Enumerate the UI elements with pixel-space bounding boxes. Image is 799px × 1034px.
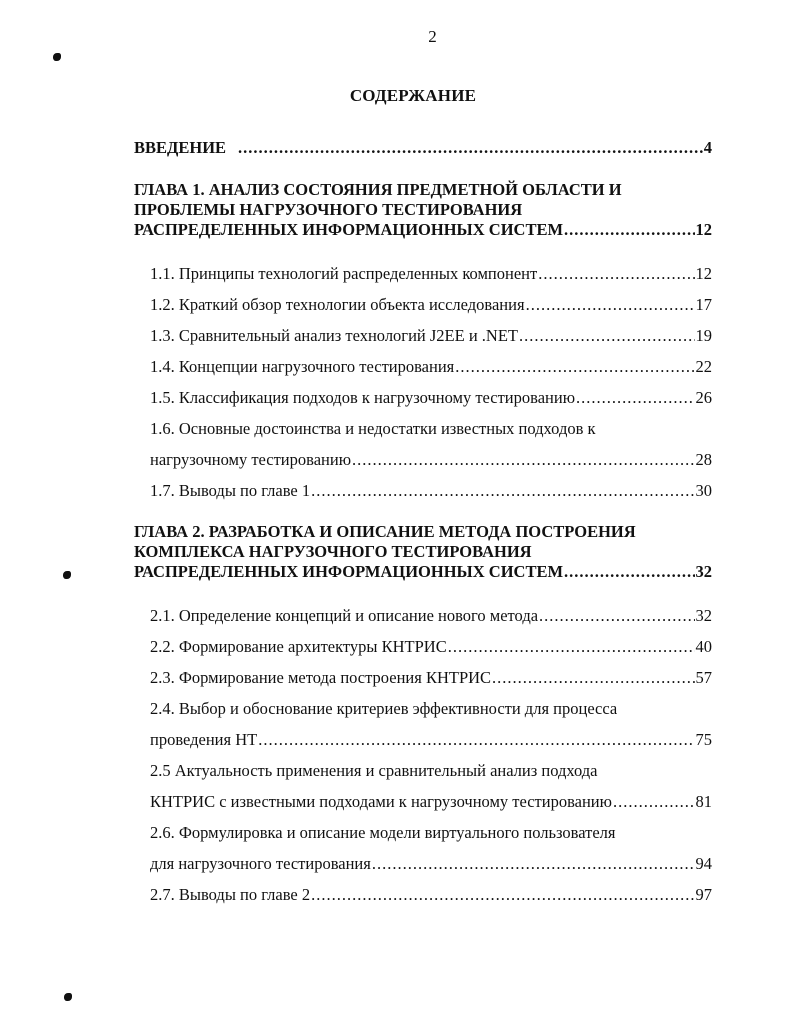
chapter-title-line: ПРОБЛЕМЫ НАГРУЗОЧНОГО ТЕСТИРОВАНИЯ — [134, 200, 523, 219]
toc-page-number: 28 — [695, 450, 712, 469]
toc-entry-title: 1.4. Концепции нагрузочного тестирования — [150, 357, 455, 376]
chapter-title-line: ГЛАВА 2. РАЗРАБОТКА И ОПИСАНИЕ МЕТОДА ПОСТРОЕНИЯ — [134, 522, 636, 541]
toc-page-number: 26 — [695, 388, 712, 407]
toc-page-number: 94 — [695, 854, 712, 873]
toc-entry-section-2-1[interactable] — [150, 606, 712, 626]
toc-page-number: 32 — [695, 606, 712, 625]
toc-entry-section-2-7[interactable] — [150, 885, 712, 905]
leader-dots — [448, 637, 695, 657]
toc-page-number: 75 — [695, 730, 712, 749]
toc-entry-intro[interactable] — [134, 138, 712, 158]
toc-page-number: 4 — [703, 138, 712, 157]
toc-entry-title: 1.2. Краткий обзор технологии объекта исследования — [150, 295, 525, 314]
toc-page-number: 32 — [695, 562, 712, 581]
leader-dots — [311, 885, 694, 905]
toc-entry-chapter-2[interactable] — [134, 522, 712, 582]
toc-page-number: 40 — [695, 637, 712, 656]
leader-dots — [238, 138, 703, 158]
toc-entry-section-1-4[interactable] — [150, 357, 712, 377]
toc-entry-section-1-1[interactable] — [150, 264, 712, 284]
toc-entry-title: проведения НТ — [150, 730, 258, 749]
toc-page-number: 81 — [695, 792, 712, 811]
leader-dots — [564, 562, 694, 582]
toc-entry-title: 1.3. Сравнительный анализ технологий J2EE и .NET — [150, 326, 518, 345]
toc-page-number: 22 — [695, 357, 712, 376]
toc-entry-section-2-5[interactable] — [150, 761, 712, 812]
toc-entry-title: 2.7. Выводы по главе 2 — [150, 885, 311, 904]
leader-dots — [372, 854, 695, 874]
toc-entry-title-line: 2.4. Выбор и обоснование критериев эффективности для процесса — [150, 699, 618, 718]
toc-entry-section-2-3[interactable] — [150, 668, 712, 688]
toc-page-number: 57 — [695, 668, 712, 687]
toc-entry-section-2-6[interactable] — [150, 823, 712, 874]
leader-dots — [613, 792, 695, 812]
toc-entry-section-1-3[interactable] — [150, 326, 712, 346]
chapter-title-line: ГЛАВА 1. АНАЛИЗ СОСТОЯНИЯ ПРЕДМЕТНОЙ ОБЛАСТИ И — [134, 180, 622, 199]
toc-page-number: 12 — [695, 220, 712, 239]
toc-entry-title-line: 2.5 Актуальность применения и сравнительный анализ подхода — [150, 761, 598, 780]
chapter-title-line: РАСПРЕДЕЛЕННЫХ ИНФОРМАЦИОННЫХ СИСТЕМ — [134, 220, 564, 239]
toc-page-number: 12 — [695, 264, 712, 283]
toc-entry-title-line: 2.6. Формулировка и описание модели виртуального пользователя — [150, 823, 616, 842]
toc-entry-section-1-2[interactable] — [150, 295, 712, 315]
scan-speck — [53, 53, 61, 61]
toc-entry-title: КНТРИС с известными подходами к нагрузочному тестированию — [150, 792, 612, 811]
toc-entry-title: нагрузочному тестированию — [150, 450, 352, 469]
leader-dots — [311, 481, 694, 501]
toc-entry-title: 2.2. Формирование архитектуры КНТРИС — [150, 637, 447, 656]
leader-dots — [576, 388, 694, 408]
toc-entry-title: ВВЕДЕНИЕ — [134, 138, 227, 157]
toc-entry-section-2-2[interactable] — [150, 637, 712, 657]
toc-entry-title: 1.5. Классификация подходов к нагрузочному тестированию — [150, 388, 576, 407]
scan-speck — [64, 993, 72, 1001]
toc-page-number: 30 — [695, 481, 712, 500]
leader-dots — [519, 326, 695, 346]
page-number: 2 — [428, 27, 437, 46]
toc-page-number: 17 — [695, 295, 712, 314]
leader-dots — [455, 357, 694, 377]
toc-entry-title: 1.7. Выводы по главе 1 — [150, 481, 311, 500]
toc-entry-title-line: 1.6. Основные достоинства и недостатки известных подходов к — [150, 419, 596, 438]
chapter-title-line: КОМПЛЕКСА НАГРУЗОЧНОГО ТЕСТИРОВАНИЯ — [134, 542, 532, 561]
leader-dots — [539, 606, 694, 626]
toc-entry-title: 1.1. Принципы технологий распределенных компонент — [150, 264, 538, 283]
leader-dots — [526, 295, 695, 315]
toc-entry-title: 2.3. Формирование метода построения КНТРИС — [150, 668, 492, 687]
leader-dots — [538, 264, 694, 284]
toc-entry-title: для нагрузочного тестирования — [150, 854, 371, 873]
toc-entry-section-1-6[interactable] — [150, 419, 712, 470]
toc-entry-section-1-5[interactable] — [150, 388, 712, 408]
scan-speck — [63, 571, 71, 579]
leader-dots — [564, 220, 694, 240]
chapter-title-line: РАСПРЕДЕЛЕННЫХ ИНФОРМАЦИОННЫХ СИСТЕМ — [134, 562, 564, 581]
page-title: СОДЕРЖАНИЕ — [349, 86, 477, 105]
toc-entry-chapter-1[interactable] — [134, 180, 712, 240]
leader-dots — [492, 668, 694, 688]
leader-dots — [352, 450, 694, 470]
toc-page-number: 97 — [695, 885, 712, 904]
toc-entry-section-1-7[interactable] — [150, 481, 712, 501]
toc-entry-section-2-4[interactable] — [150, 699, 712, 750]
toc-entry-title: 2.1. Определение концепций и описание нового метода — [150, 606, 539, 625]
leader-dots — [258, 730, 694, 750]
toc-page-number: 19 — [695, 326, 712, 345]
